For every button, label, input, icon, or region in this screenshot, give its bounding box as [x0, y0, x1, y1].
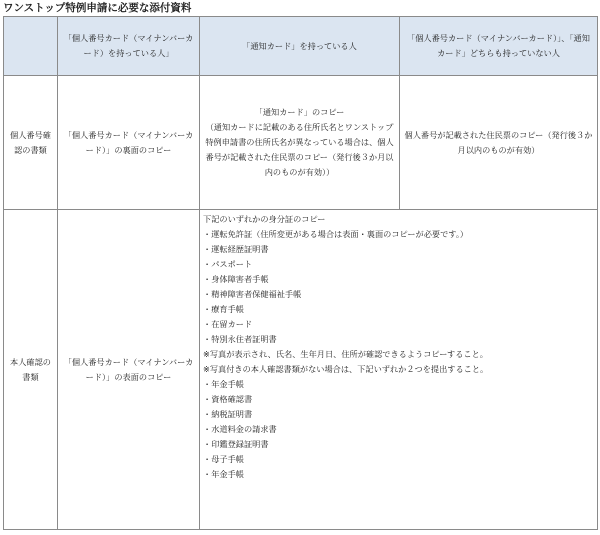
- list-item: ・年金手帳: [203, 379, 244, 389]
- table-row: [4, 210, 598, 530]
- header-corner: [4, 17, 58, 76]
- attachment-table: [3, 16, 598, 530]
- list-item: ・母子手帳: [203, 454, 244, 464]
- header-row: [4, 17, 598, 76]
- header-has-notification-card: 「通知カード」を持っている人: [200, 17, 400, 76]
- no-photo-note: ※写真付きの本人確認書類がない場合は、下記いずれか２つを提出すること。: [203, 364, 489, 374]
- list-item: ・資格確認書: [203, 394, 253, 404]
- cell-identity-documents: [200, 210, 598, 530]
- page-title: ワンストップ特例申請に必要な添付資料: [3, 2, 192, 14]
- list-item: ・運転経歴証明書: [203, 244, 269, 254]
- identity-intro: 下記のいずれかの身分証のコピー: [203, 214, 326, 224]
- list-item: ・印鑑登録証明書: [203, 439, 269, 449]
- list-item: ・運転免許証（住所変更がある場合は表面・裏面のコピーが必要です。）: [203, 229, 469, 239]
- notification-card-note: （通知カードに記載のある住所氏名とワンストップ特例申請書の住所氏名が異なっている場合は、個人番号が記載された住民票のコピー（発行後３か月以内のものが有効））: [205, 122, 394, 177]
- list-item: ・精神障害者保健福祉手帳: [203, 289, 302, 299]
- cell-notification-card-copy: [200, 76, 400, 210]
- cell-resident-record-copy: 個人番号が記載された住民票のコピー（発行後３か月以内のものが有効）: [400, 76, 598, 210]
- list-item: ・在留カード: [203, 319, 253, 329]
- cell-mynumber-back-copy: 「個人番号カード（マイナンバーカード）」の裏面のコピー: [58, 76, 200, 210]
- header-has-mynumber-card: 「個人番号カード（マイナンバーカード）を持っている人」: [58, 17, 200, 76]
- notification-card-title: 「通知カード」のコピー: [254, 107, 345, 117]
- list-item: ・年金手帳: [203, 469, 244, 479]
- row-label-identity-check: 本人確認の書類: [4, 210, 58, 530]
- header-has-neither: 「個人番号カード（マイナンバーカード）」、「通知カード」どちらも持っていない人: [400, 17, 598, 76]
- photo-note: ※写真が表示され、氏名、生年月日、住所が確認できるようコピーすること。: [203, 349, 488, 359]
- list-item: ・水道料金の請求書: [203, 424, 277, 434]
- list-item: ・療育手帳: [203, 304, 244, 314]
- list-item: ・特別永住者証明書: [203, 334, 277, 344]
- table-row: [4, 76, 598, 210]
- list-item: ・パスポート: [203, 259, 253, 269]
- cell-mynumber-front-copy: 「個人番号カード（マイナンバーカード）」の表面のコピー: [58, 210, 200, 530]
- row-label-number-check: 個人番号確認の書類: [4, 76, 58, 210]
- list-item: ・身体障害者手帳: [203, 274, 269, 284]
- list-item: ・納税証明書: [203, 409, 253, 419]
